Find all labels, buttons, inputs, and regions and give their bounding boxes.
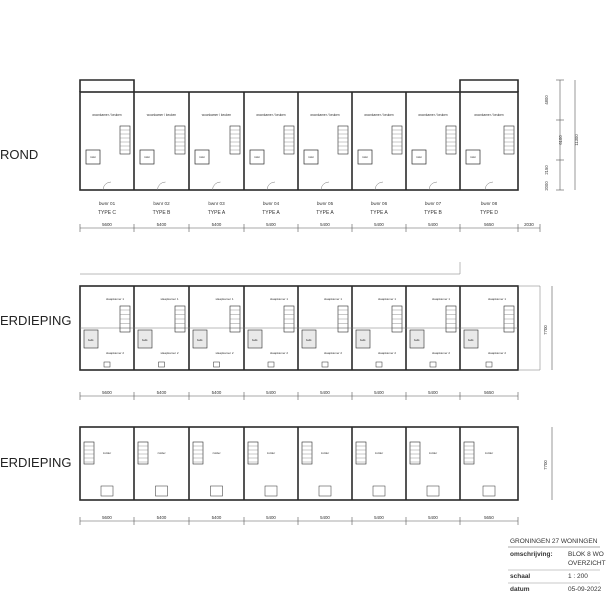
first-bath-label: badk. (87, 339, 95, 342)
second-stair (84, 442, 94, 464)
ground-unit-type: TYPE B (424, 210, 442, 216)
second-stair (248, 442, 258, 464)
first-room-label: slaapkamer 1 (269, 297, 289, 301)
second-dim-value: 5600 (102, 515, 112, 520)
first-room-label: slaapkamer 1 (105, 297, 125, 301)
first-window-box (268, 362, 274, 367)
ground-toilet-label: toilet (416, 156, 422, 159)
first-dim-value: 5400 (320, 390, 330, 395)
first-window-box (486, 362, 492, 367)
first-room-label: slaapkamer 2 (487, 351, 507, 355)
ground-room-label: woonkamer / keuken (256, 113, 286, 117)
ground-unit-type: TYPE D (479, 210, 499, 216)
ground-unit-type: TYPE B (152, 210, 171, 216)
ground-door-swing (213, 182, 221, 190)
second-stair (302, 442, 312, 464)
ground-dim-value: 2030 (524, 222, 534, 227)
first-room-label: slaapkamer 1 (487, 297, 507, 301)
ground-dim-value: 5400 (211, 222, 222, 227)
ground-unit-type: TYPE A (207, 210, 226, 216)
floor-label-second: ERDIEPING (0, 455, 72, 470)
second-room-label: zolder (157, 451, 166, 455)
first-room-label: slaapkamer 2 (160, 351, 179, 355)
second-dormer-box (373, 486, 385, 496)
second-dormer-box (483, 486, 495, 496)
title-project: GRONINGEN 27 WONINGEN (510, 538, 598, 545)
second-dim-value: 5400 (320, 515, 330, 520)
ground-dim-value: 5600 (102, 222, 112, 227)
second-side-dim-value: 7700 (543, 460, 548, 470)
second-room-label: zolder (320, 451, 330, 455)
second-dim-value: 5400 (211, 515, 222, 520)
ground-unit-number: bwnr 04 (262, 201, 280, 206)
ground-dim-value: 5400 (428, 222, 438, 227)
first-room-label: slaapkamer 2 (377, 351, 397, 355)
ground-unit-type: TYPE A (262, 210, 280, 216)
title-description-1: BLOK 8 WO (568, 551, 604, 558)
second-outer-wall (80, 427, 518, 500)
ground-door-swing (267, 182, 275, 190)
ground-door-swing (485, 182, 493, 190)
second-stair (410, 442, 420, 464)
first-dim-value: 5400 (266, 390, 276, 395)
second-dormer-box (427, 486, 439, 496)
ground-right-bay (460, 80, 518, 92)
first-room-label: slaapkamer 2 (323, 351, 343, 355)
second-stair (138, 442, 148, 464)
ground-toilet-label: toilet (90, 156, 96, 159)
ground-left-bay (80, 80, 134, 92)
title-scale-label: schaal (510, 573, 531, 580)
second-dormer-box (319, 486, 331, 496)
ground-room-label: woonkamer / keuken (310, 113, 340, 117)
title-description-label: omschrijving: (510, 551, 553, 558)
title-date: 05-09-2022 (568, 586, 602, 593)
ground-toilet-label: toilet (254, 156, 260, 159)
ground-unit-number: bwnr 03 (208, 201, 225, 206)
first-bath-label: badk. (196, 339, 204, 342)
ground-room-label: woonkamer / keuken (474, 113, 504, 117)
first-room-label: slaapkamer 2 (105, 351, 125, 355)
ground-dim-value: 5400 (320, 222, 330, 227)
second-room-label: zolder (102, 451, 112, 455)
second-dormer-box (156, 486, 168, 496)
ground-side-dim-value: 6100 (558, 135, 563, 145)
ground-side-dim-value: 4800 (544, 95, 549, 105)
ground-dim-value: 5650 (484, 222, 494, 227)
second-dormer-box (211, 486, 223, 496)
ground-unit-number: bwnr 05 (316, 201, 334, 206)
ground-door-swing (158, 182, 166, 190)
ground-side-dim-value: 2000 (544, 181, 549, 191)
ground-door-swing (103, 182, 111, 190)
second-stair (464, 442, 474, 464)
second-dormer-box (101, 486, 113, 496)
ground-toilet-label: toilet (362, 156, 368, 159)
second-stair (193, 442, 203, 464)
first-room-label: slaapkamer 1 (377, 297, 397, 301)
first-bath-label: badk. (305, 339, 313, 342)
ground-toilet-label: toilet (470, 156, 476, 159)
first-window-box (322, 362, 328, 367)
first-room-label: slaapkamer 2 (215, 351, 234, 355)
ground-toilet-label: toilet (308, 156, 314, 159)
ground-unit-type: TYPE C (97, 210, 117, 216)
second-room-label: zolder (484, 451, 494, 455)
first-dim-value: 5650 (484, 390, 494, 395)
first-room-label: slaapkamer 1 (431, 297, 451, 301)
second-room-label: zolder (266, 451, 276, 455)
second-dim-value: 5650 (484, 515, 494, 520)
first-side-dim-value: 7700 (543, 325, 548, 335)
ground-room-label: woonkamer / keuken (364, 113, 394, 117)
first-room-label: slaapkamer 1 (160, 297, 179, 301)
first-right-outline (518, 286, 540, 370)
ground-unit-number: bwnr 01 (98, 201, 116, 206)
ground-side-dim-value: 11300 (574, 134, 579, 146)
second-room-label: zolder (212, 451, 221, 455)
first-window-box (159, 362, 165, 367)
floor-label-first: ERDIEPING (0, 313, 72, 328)
first-dim-value: 5400 (211, 390, 222, 395)
first-bath-label: badk. (467, 339, 475, 342)
ground-dim-value: 5400 (266, 222, 276, 227)
first-bath-label: badk. (251, 339, 259, 342)
floor-label-ground: ROND (0, 147, 39, 162)
ground-unit-number: bwnr 06 (370, 201, 388, 206)
ground-room-label: woonkamer / keuken (201, 113, 232, 117)
ground-unit-type: TYPE A (316, 210, 334, 216)
second-stair (356, 442, 366, 464)
ground-dim-value: 5400 (156, 222, 167, 227)
first-room-label: slaapkamer 1 (323, 297, 343, 301)
second-room-label: zolder (428, 451, 438, 455)
second-dormer-box (265, 486, 277, 496)
ground-unit-number: bwnr 02 (153, 201, 170, 206)
ground-unit-number: bwnr 08 (480, 201, 498, 206)
ground-door-swing (375, 182, 383, 190)
first-dim-value: 5400 (374, 390, 384, 395)
title-scale: 1 : 200 (568, 573, 588, 580)
first-dim-value: 5400 (156, 390, 167, 395)
first-room-label: slaapkamer 2 (431, 351, 451, 355)
first-room-label: slaapkamer 2 (269, 351, 289, 355)
ground-unit-type: TYPE A (370, 210, 388, 216)
first-window-box (214, 362, 220, 367)
first-window-box (104, 362, 110, 367)
ground-toilet-label: toilet (144, 156, 150, 159)
first-bath-label: badk. (141, 339, 149, 342)
first-dim-value: 5400 (428, 390, 438, 395)
second-dim-value: 5400 (374, 515, 384, 520)
ground-unit-number: bwnr 07 (424, 201, 442, 206)
ground-door-swing (321, 182, 329, 190)
ground-door-swing (429, 182, 437, 190)
second-dim-value: 5400 (266, 515, 276, 520)
second-room-label: zolder (374, 451, 384, 455)
first-dim-value: 5600 (102, 390, 112, 395)
ground-side-dim-value: 2150 (544, 165, 549, 175)
first-room-label: slaapkamer 1 (215, 297, 234, 301)
ground-room-label: woonkamer / keuken (92, 113, 122, 117)
ground-dim-value: 5400 (374, 222, 384, 227)
ground-outer-wall (80, 92, 518, 190)
first-bath-label: badk. (359, 339, 367, 342)
first-bath-label: badk. (413, 339, 421, 342)
ground-room-label: woonkamer / keuken (146, 113, 177, 117)
title-description-2: OVERZICHT (568, 560, 606, 567)
ground-toilet-label: toilet (199, 156, 205, 159)
second-dim-value: 5400 (428, 515, 438, 520)
first-window-box (376, 362, 382, 367)
second-dim-value: 5400 (156, 515, 167, 520)
title-date-label: datum (510, 586, 530, 593)
first-window-box (430, 362, 436, 367)
ground-room-label: woonkamer / keuken (418, 113, 448, 117)
